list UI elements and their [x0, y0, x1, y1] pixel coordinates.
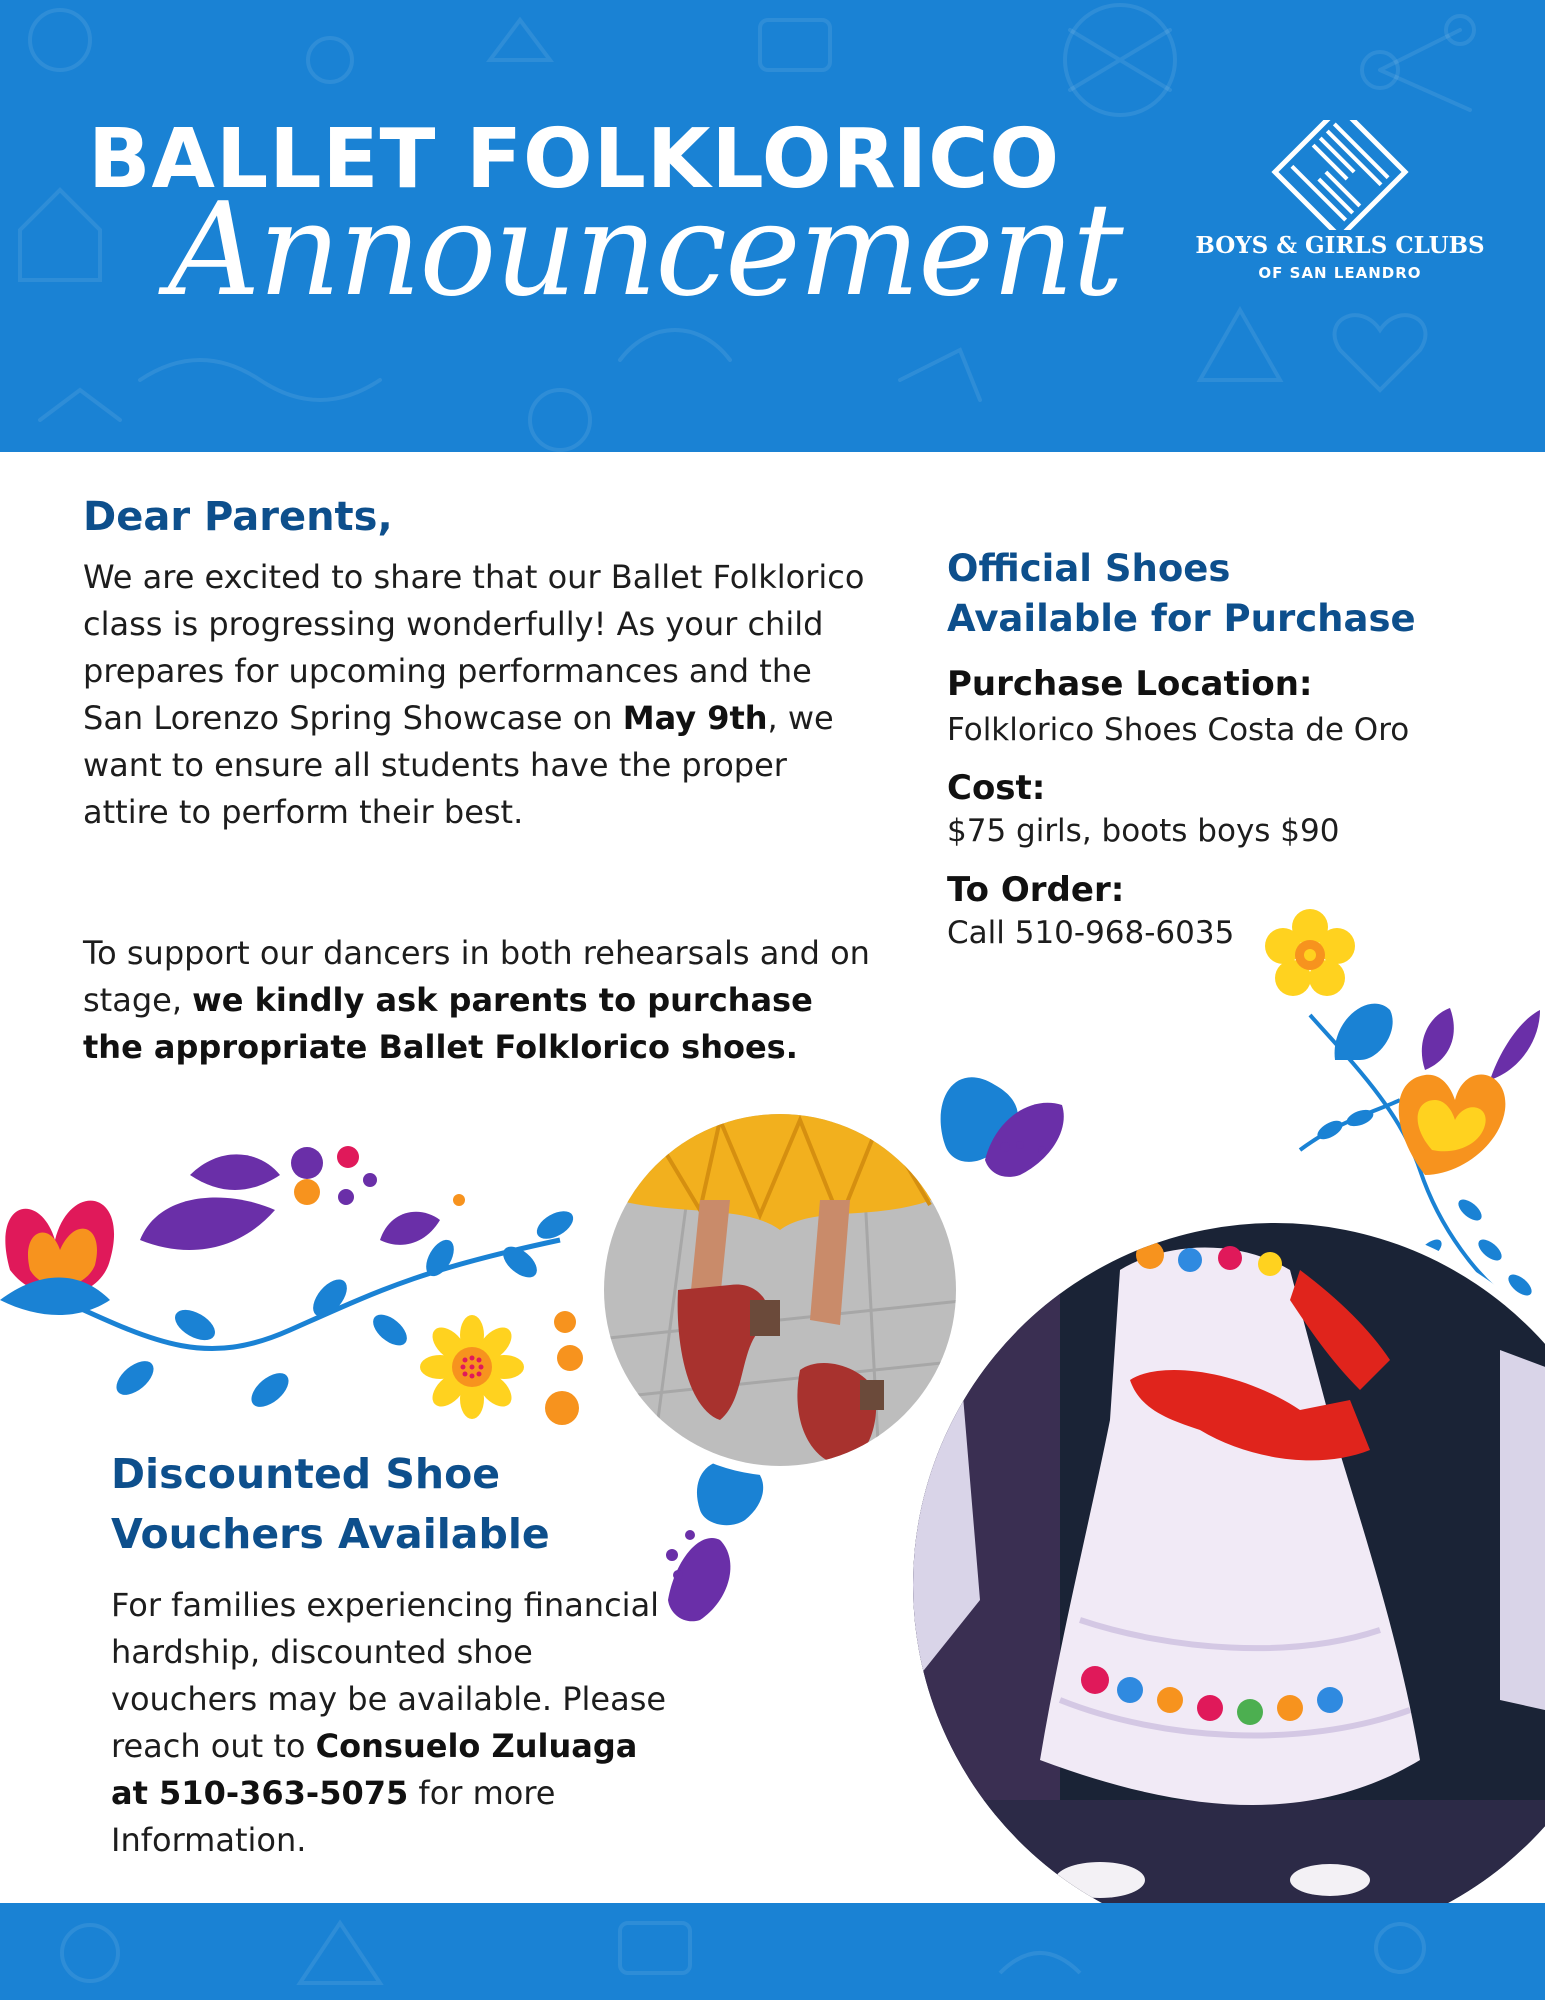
purchase-location-value: Folklorico Shoes Costa de Oro	[947, 712, 1410, 748]
footer-doodle-pattern	[0, 1903, 1545, 2000]
cost-label: Cost:	[947, 768, 1046, 808]
voucher-heading	[111, 1444, 671, 1564]
intro-text-start: We are excited to share that our Ballet Folklorico class is progressing wonderfully! As your child prepares for upcoming performances and the San Lorenzo Spring Showcase on	[83, 558, 865, 737]
showcase-date: May 9th	[622, 699, 768, 737]
intro-paragraph	[83, 554, 873, 836]
voucher-paragraph	[111, 1582, 671, 1864]
announcement-title: BALLET FOLKLORICO	[88, 112, 1061, 207]
left-floral-vine	[0, 1146, 583, 1425]
voucher-heading-line2: Vouchers Available	[111, 1510, 550, 1558]
order-phone: Call 510-968-6035	[947, 915, 1235, 951]
voucher-contact: Consuelo Zuluaga at 510-363-5075	[111, 1727, 638, 1812]
official-shoes-heading-line2: Available for Purchase	[947, 597, 1416, 640]
boys-girls-clubs-logo-icon	[1190, 120, 1490, 230]
dance-shoes-photo	[590, 1100, 970, 1480]
to-order-label: To Order:	[947, 870, 1125, 910]
voucher-text-start: For families experiencing financial hardship, discounted shoe vouchers may be available. Please reach out to	[111, 1586, 667, 1765]
dancer-performance-photo	[880, 1028, 1545, 1970]
intro-text-end: , we want to ensure all students have the proper attire to perform their best.	[83, 699, 834, 831]
purchase-location-label: Purchase Location:	[947, 664, 1313, 704]
club-name: BOYS & GIRLS CLUBS	[1195, 232, 1485, 259]
request-emphasis: we kindly ask parents to purchase the appropriate Ballet Folklorico shoes.	[83, 981, 813, 1066]
request-paragraph	[83, 930, 873, 1071]
header-banner	[0, 0, 1545, 452]
footer-band	[0, 1903, 1545, 2000]
request-text-start: To support our dancers in both rehearsals and on stage,	[83, 934, 870, 1019]
cost-value: $75 girls, boots boys $90	[947, 813, 1340, 849]
announcement-script-title: Announcement	[168, 176, 1122, 325]
official-shoes-heading	[947, 544, 1487, 644]
voucher-text-end: for more Information.	[111, 1774, 556, 1859]
club-logo	[1190, 120, 1490, 290]
club-location: OF SAN LEANDRO	[1258, 264, 1422, 282]
official-shoes-heading-line1: Official Shoes	[947, 547, 1231, 590]
greeting-heading: Dear Parents,	[83, 494, 393, 540]
voucher-heading-line1: Discounted Shoe	[111, 1450, 501, 1498]
